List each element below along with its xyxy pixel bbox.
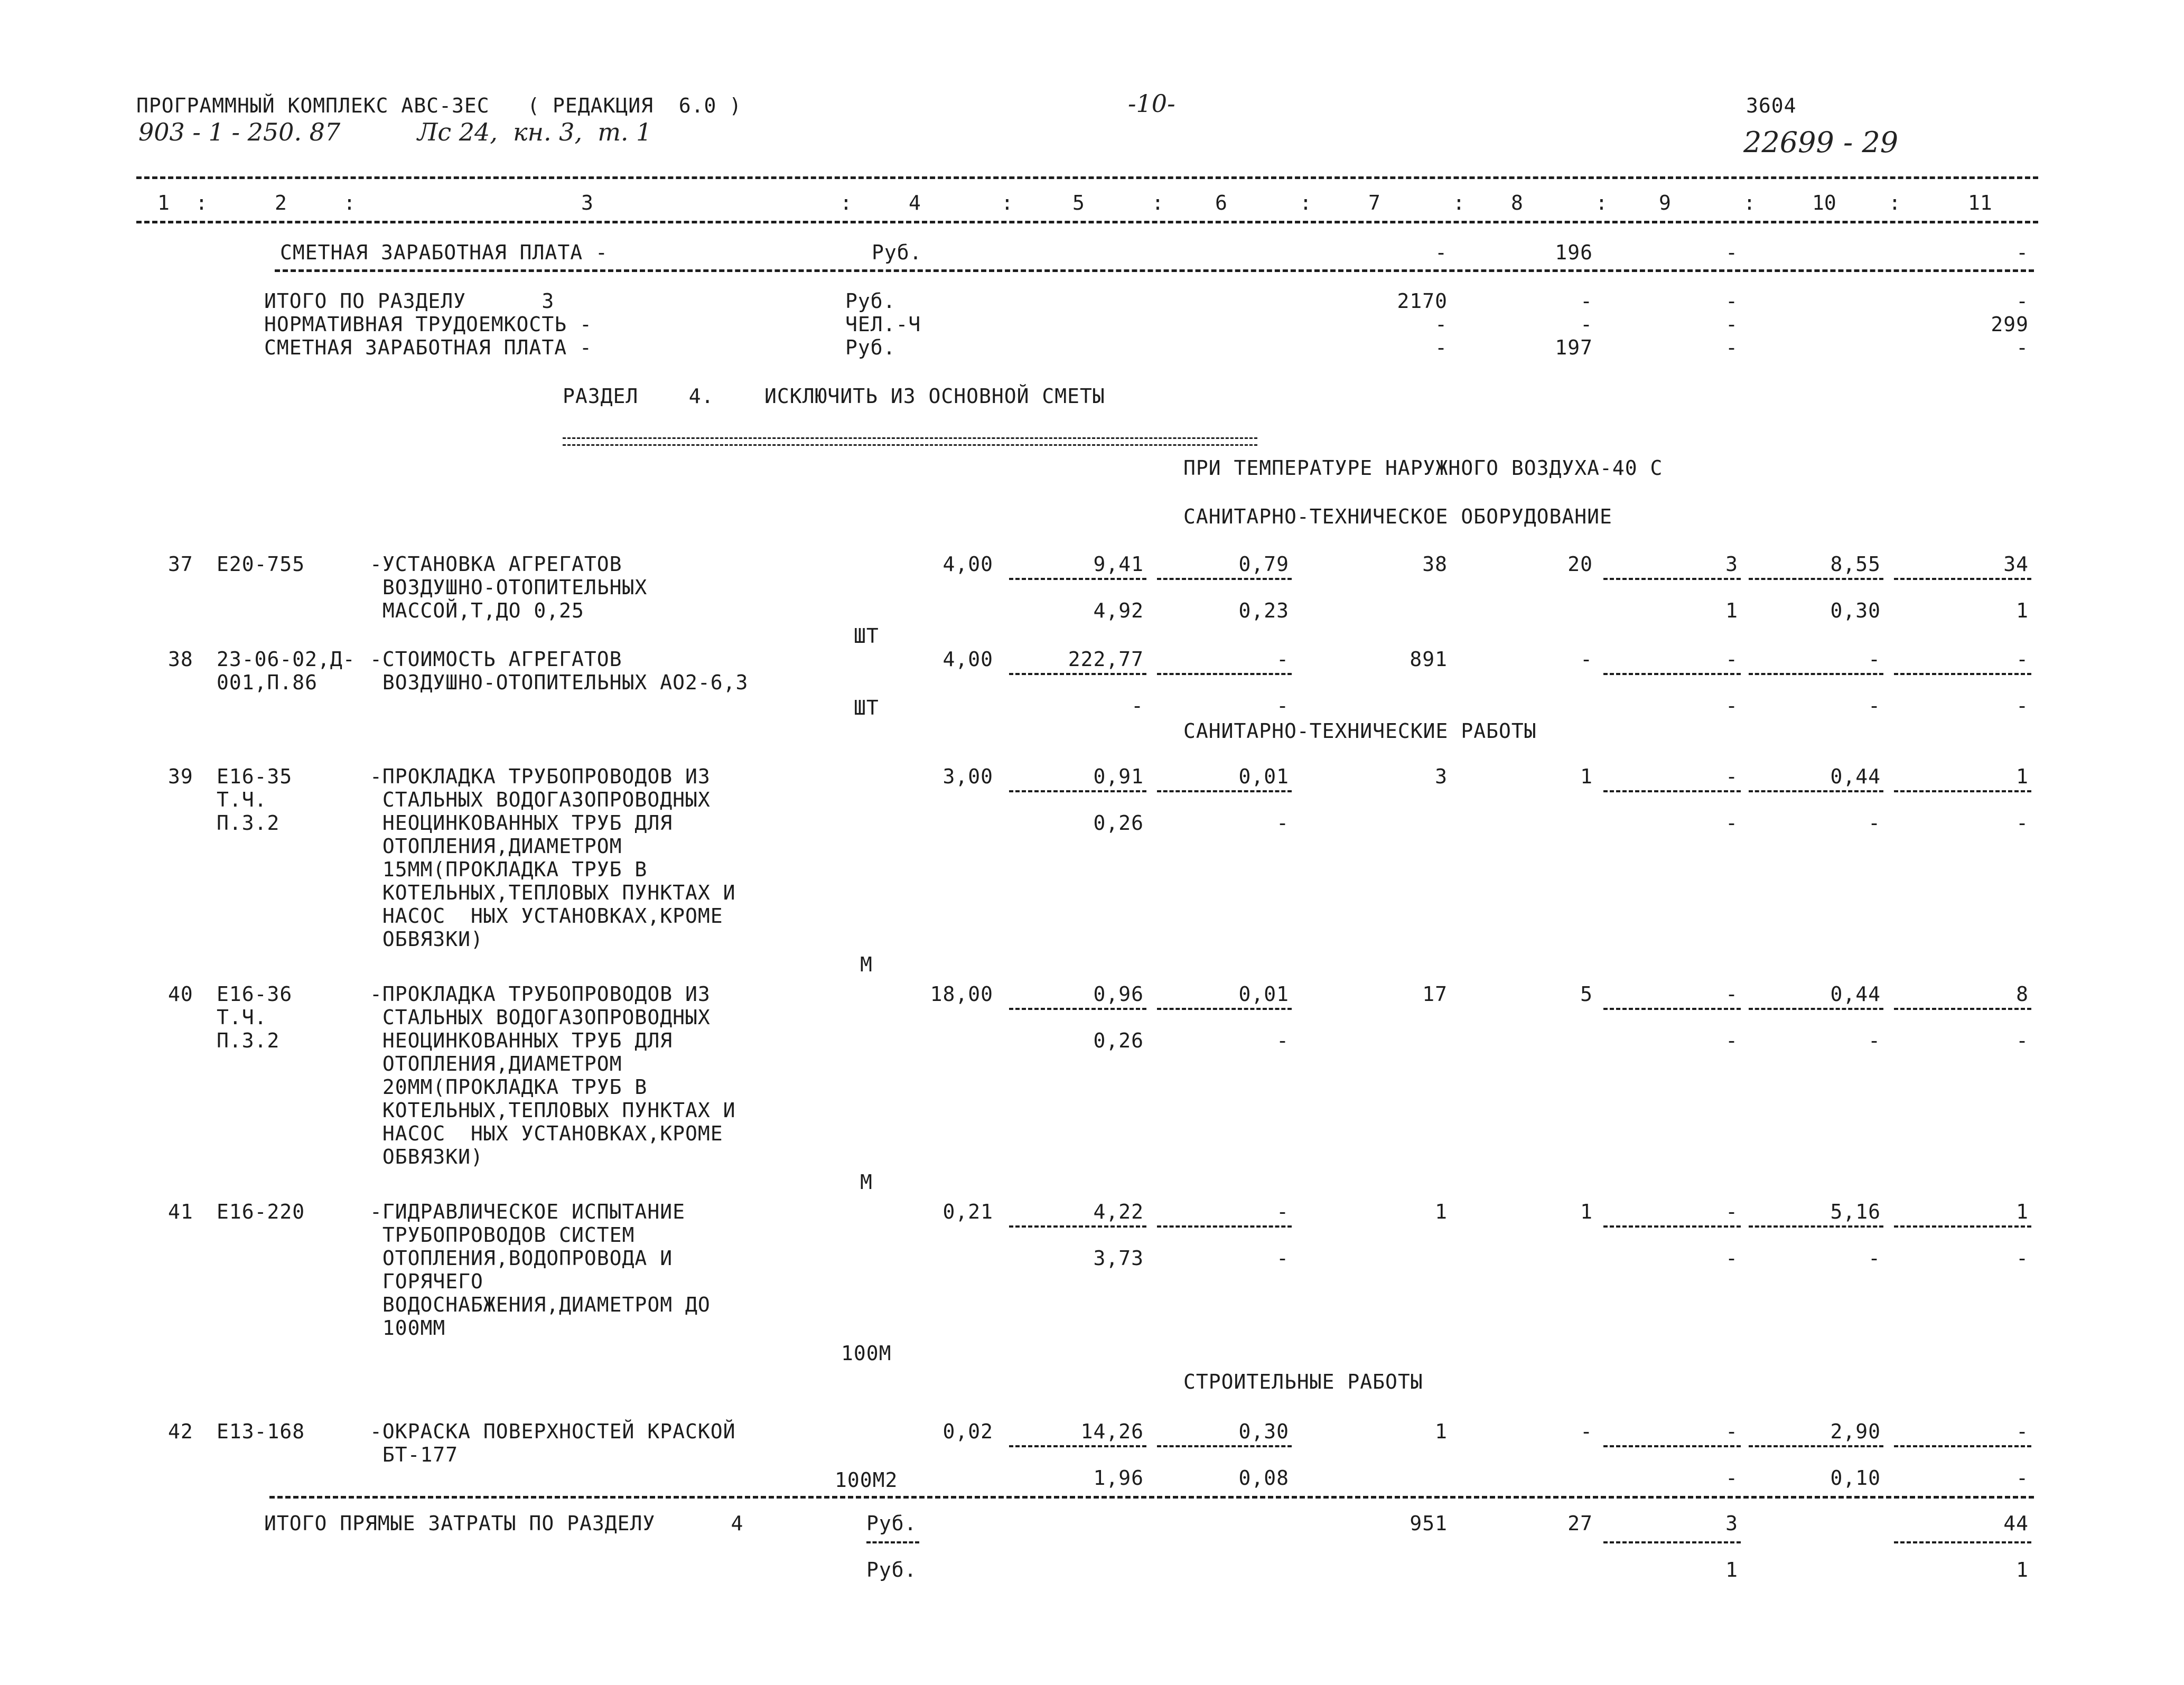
value-underline (1157, 1008, 1292, 1010)
item-machine-cost: 3 (1725, 553, 1738, 576)
item-total-wage: 5 (1580, 982, 1593, 1006)
item-unit-price-wage: 0,26 (1093, 1029, 1144, 1052)
section3-total-c8: - (1580, 289, 1593, 313)
item-code: Т.Ч. (217, 1006, 267, 1029)
item-unit: М (860, 1171, 873, 1194)
column-separator: : (195, 191, 208, 214)
header-rule-top (136, 176, 2038, 179)
item-wage-unit: - (1276, 1200, 1289, 1223)
header-rule-bottom (136, 221, 2038, 223)
value-underline (1009, 1225, 1146, 1228)
item-labor-unit: - (1868, 648, 1881, 671)
item-code: П.3.2 (217, 811, 280, 835)
item-description: -ПРОКЛАДКА ТРУБОПРОВОДОВ ИЗ (370, 765, 711, 788)
item-number: 40 (168, 982, 193, 1006)
item-labor-unit-sub: - (1868, 811, 1881, 835)
item-labor-unit: 2,90 (1830, 1420, 1881, 1443)
item-labor-total: 8 (2016, 982, 2029, 1006)
item-labor-unit: 0,44 (1830, 982, 1881, 1006)
item-unit-price: 14,26 (1080, 1420, 1144, 1443)
column-header-3: 3 (581, 191, 593, 214)
column-header-4: 4 (909, 191, 921, 214)
item-description: НЕОЦИНКОВАННЫХ ТРУБ ДЛЯ (370, 1029, 673, 1052)
section-title-underline (563, 437, 1257, 446)
column-header-1: 1 (157, 191, 170, 214)
item-description: ОБВЯЗКИ) (370, 1145, 483, 1168)
section3-total-label: НОРМАТИВНАЯ ТРУДОЕМКОСТЬ - (264, 313, 592, 336)
item-description: ВОЗДУШНО-ОТОПИТЕЛЬНЫХ АО2-6,3 (370, 671, 749, 694)
item-description: СТАЛЬНЫХ ВОДОГАЗОПРОВОДНЫХ (370, 788, 711, 811)
doc-code: 22699 - 29 (1743, 126, 1899, 159)
item-description: -ПРОКЛАДКА ТРУБОПРОВОДОВ ИЗ (370, 982, 711, 1006)
item-description: ОТОПЛЕНИЯ,ДИАМЕТРОМ (370, 1052, 622, 1075)
item-description: СТАЛЬНЫХ ВОДОГАЗОПРОВОДНЫХ (370, 1006, 711, 1029)
section3-total-c8: - (1580, 313, 1593, 336)
item-labor-unit-sub: - (1868, 1247, 1881, 1270)
item-unit: ШТ (854, 624, 879, 648)
item-wage-unit: - (1276, 648, 1289, 671)
value-underline (1603, 790, 1741, 792)
item-unit-price-wage: 1,96 (1093, 1466, 1144, 1490)
final-total-unit-2: Руб. (866, 1558, 917, 1581)
item-quantity: 4,00 (942, 648, 993, 671)
item-number: 39 (168, 765, 193, 788)
value-underline (1603, 1225, 1741, 1228)
item-code: Е16-220 (217, 1200, 305, 1223)
page-number: -10- (1128, 89, 1175, 118)
item-description: -ГИДРАВЛИЧЕСКОЕ ИСПЫТАНИЕ (370, 1200, 685, 1223)
item-machine-cost: - (1725, 1420, 1738, 1443)
item-labor-unit: 0,44 (1830, 765, 1881, 788)
item-number: 37 (168, 553, 193, 576)
program-title: ПРОГРАММНЫЙ КОМПЛЕКС АВС-3ЕС ( РЕДАКЦИЯ 6.0 ) (136, 94, 742, 117)
value-underline (1603, 673, 1741, 675)
item-code: Е16-36 (217, 982, 293, 1006)
column-header-8: 8 (1511, 191, 1523, 214)
item-description: НАСОС НЫХ УСТАНОВКАХ,КРОМЕ (370, 1122, 723, 1145)
subsection-title: СТРОИТЕЛЬНЫЕ РАБОТЫ (1183, 1370, 1423, 1393)
value-underline (1749, 1225, 1883, 1228)
item-total-wage: - (1580, 1420, 1593, 1443)
subsection-title: САНИТАРНО-ТЕХНИЧЕСКИЕ РАБОТЫ (1183, 719, 1537, 743)
item-unit: 100М2 (835, 1468, 898, 1492)
item-code: Е13-168 (217, 1420, 305, 1443)
item-wage-unit-sub: - (1276, 694, 1289, 717)
section3-total-label: СМЕТНАЯ ЗАРАБОТНАЯ ПЛАТА - (264, 336, 592, 359)
final-total-c9: 3 (1725, 1512, 1738, 1535)
item-code: П.3.2 (217, 1029, 280, 1052)
item-code: 23-06-02,Д- (217, 648, 356, 671)
item-total-cost: 891 (1410, 648, 1448, 671)
item-unit-price-wage: - (1131, 694, 1144, 717)
value-underline (1749, 673, 1883, 675)
item-wage-unit: 0,01 (1238, 765, 1289, 788)
section3-total-c7: 2170 (1397, 289, 1448, 313)
item-description: ВОДОСНАБЖЕНИЯ,ДИАМЕТРОМ ДО (370, 1293, 711, 1316)
item-wage-unit-sub: - (1276, 1247, 1289, 1270)
item-labor-total-sub: - (2016, 1466, 2029, 1490)
item-machine-wage: - (1725, 694, 1738, 717)
value-underline (1157, 578, 1292, 580)
total-c8: 196 (1555, 241, 1593, 264)
value-underline (1894, 1225, 2031, 1228)
item-total-wage: - (1580, 648, 1593, 671)
column-header-5: 5 (1072, 191, 1085, 214)
section3-total-c11: 299 (1991, 313, 2029, 336)
item-total-cost: 1 (1435, 1420, 1448, 1443)
item-description: ОБВЯЗКИ) (370, 928, 483, 951)
column-separator: : (343, 191, 356, 214)
item-wage-unit: 0,01 (1238, 982, 1289, 1006)
item-total-wage: 20 (1567, 553, 1593, 576)
item-machine-cost: - (1725, 982, 1738, 1006)
item-machine-cost: - (1725, 765, 1738, 788)
final-total-c8: 27 (1567, 1512, 1593, 1535)
value-underline (1603, 578, 1741, 580)
item-labor-total-sub: 1 (2016, 599, 2029, 622)
final-unit-underline (866, 1541, 919, 1543)
column-separator: : (1001, 191, 1013, 214)
item-unit-price: 4,22 (1093, 1200, 1144, 1223)
item-description: ОТОПЛЕНИЯ,ДИАМЕТРОМ (370, 835, 622, 858)
totals-separator (275, 269, 2034, 272)
doc-code-top: 3604 (1746, 94, 1797, 117)
section3-total-c11: - (2016, 289, 2029, 313)
item-machine-wage: - (1725, 1466, 1738, 1490)
item-code: Т.Ч. (217, 788, 267, 811)
section3-total-c11: - (2016, 336, 2029, 359)
section3-total-c9: - (1725, 313, 1738, 336)
item-labor-unit: 5,16 (1830, 1200, 1881, 1223)
value-underline (1009, 1445, 1146, 1447)
item-wage-unit-sub: - (1276, 1029, 1289, 1052)
item-unit-price-wage: 0,26 (1093, 811, 1144, 835)
item-unit-price: 0,91 (1093, 765, 1144, 788)
column-header-11: 11 (1968, 191, 1992, 214)
section3-total-unit: Руб. (845, 289, 896, 313)
item-labor-total-sub: - (2016, 1029, 2029, 1052)
final-total-c11-sub: 1 (2016, 1558, 2029, 1581)
final-underline (1894, 1541, 2031, 1543)
item-description: КОТЕЛЬНЫХ,ТЕПЛОВЫХ ПУНКТАХ И (370, 881, 736, 904)
item-quantity: 4,00 (942, 553, 993, 576)
column-separator: : (1453, 191, 1465, 214)
section3-total-c7: - (1435, 313, 1448, 336)
final-total-c7: 951 (1410, 1512, 1448, 1535)
item-description: 20ММ(ПРОКЛАДКА ТРУБ В (370, 1075, 648, 1099)
item-description: КОТЕЛЬНЫХ,ТЕПЛОВЫХ ПУНКТАХ И (370, 1099, 736, 1122)
item-number: 38 (168, 648, 193, 671)
item-total-cost: 17 (1422, 982, 1448, 1006)
final-separator (269, 1496, 2034, 1499)
column-header-9: 9 (1659, 191, 1671, 214)
value-underline (1009, 1008, 1146, 1010)
column-header-2: 2 (275, 191, 287, 214)
item-labor-total: 1 (2016, 1200, 2029, 1223)
item-total-wage: 1 (1580, 765, 1593, 788)
column-separator: : (1889, 191, 1901, 214)
value-underline (1894, 1008, 2031, 1010)
item-labor-total-sub: - (2016, 811, 2029, 835)
project-sheet: Лс 24, кн. 3, т. 1 (417, 118, 652, 146)
item-unit-price-wage: 3,73 (1093, 1247, 1144, 1270)
total-c9: - (1725, 241, 1738, 264)
section3-total-c7: - (1435, 336, 1448, 359)
item-description: -ОКРАСКА ПОВЕРХНОСТЕЙ КРАСКОЙ (370, 1420, 736, 1443)
value-underline (1157, 673, 1292, 675)
total-unit: Руб. (872, 241, 922, 264)
item-labor-total: 34 (2003, 553, 2029, 576)
column-header-6: 6 (1215, 191, 1227, 214)
column-separator: : (1300, 191, 1312, 214)
item-wage-unit-sub: - (1276, 811, 1289, 835)
column-separator: : (840, 191, 852, 214)
item-description: БТ-177 (370, 1443, 459, 1466)
item-machine-cost: - (1725, 1200, 1738, 1223)
item-unit: ШТ (854, 696, 879, 719)
value-underline (1894, 673, 2031, 675)
value-underline (1894, 578, 2031, 580)
value-underline (1749, 790, 1883, 792)
item-wage-unit-sub: 0,08 (1238, 1466, 1289, 1490)
item-labor-unit-sub: - (1868, 1029, 1881, 1052)
value-underline (1749, 578, 1883, 580)
value-underline (1894, 1445, 2031, 1447)
item-description: 100ММ (370, 1316, 446, 1340)
item-labor-unit-sub: - (1868, 694, 1881, 717)
item-quantity: 0,02 (942, 1420, 993, 1443)
item-unit: М (860, 953, 873, 976)
subsection-title: САНИТАРНО-ТЕХНИЧЕСКОЕ ОБОРУДОВАНИЕ (1183, 505, 1612, 528)
total-c11: - (2016, 241, 2029, 264)
item-wage-unit-sub: 0,23 (1238, 599, 1289, 622)
value-underline (1009, 790, 1146, 792)
item-labor-total: - (2016, 648, 2029, 671)
item-wage-unit: 0,30 (1238, 1420, 1289, 1443)
item-machine-wage: - (1725, 1029, 1738, 1052)
section-condition: ПРИ ТЕМПЕРАТУРЕ НАРУЖНОГО ВОЗДУХА-40 С (1183, 456, 1663, 480)
item-quantity: 0,21 (942, 1200, 993, 1223)
item-code: Е16-35 (217, 765, 293, 788)
item-description: НАСОС НЫХ УСТАНОВКАХ,КРОМЕ (370, 904, 723, 928)
section3-total-unit: ЧЕЛ.-Ч (845, 313, 921, 336)
section3-total-c9: - (1725, 336, 1738, 359)
item-machine-wage: - (1725, 1247, 1738, 1270)
value-underline (1157, 1225, 1292, 1228)
value-underline (1009, 673, 1146, 675)
item-wage-unit: 0,79 (1238, 553, 1289, 576)
section3-total-unit: Руб. (845, 336, 896, 359)
item-description: ОТОПЛЕНИЯ,ВОДОПРОВОДА И (370, 1247, 673, 1270)
item-total-cost: 3 (1435, 765, 1448, 788)
final-underline (1603, 1541, 1741, 1543)
final-total-c9-sub: 1 (1725, 1558, 1738, 1581)
item-description: -УСТАНОВКА АГРЕГАТОВ (370, 553, 622, 576)
column-header-10: 10 (1812, 191, 1836, 214)
item-labor-unit-sub: 0,10 (1830, 1466, 1881, 1490)
final-total-label: ИТОГО ПРЯМЫЕ ЗАТРАТЫ ПО РАЗДЕЛУ 4 (264, 1512, 744, 1535)
item-number: 42 (168, 1420, 193, 1443)
value-underline (1603, 1445, 1741, 1447)
final-total-unit: Руб. (866, 1512, 917, 1535)
item-labor-total: 1 (2016, 765, 2029, 788)
item-labor-total-sub: - (2016, 1247, 2029, 1270)
item-total-cost: 38 (1422, 553, 1448, 576)
column-header-7: 7 (1368, 191, 1380, 214)
item-labor-total: - (2016, 1420, 2029, 1443)
item-labor-unit-sub: 0,30 (1830, 599, 1881, 622)
column-separator: : (1595, 191, 1608, 214)
value-underline (1749, 1008, 1883, 1010)
section3-total-c9: - (1725, 289, 1738, 313)
item-unit-price: 0,96 (1093, 982, 1144, 1006)
item-description: ВОЗДУШНО-ОТОПИТЕЛЬНЫХ (370, 576, 648, 599)
item-labor-unit: 8,55 (1830, 553, 1881, 576)
item-unit: 100М (841, 1342, 892, 1365)
item-unit-price-wage: 4,92 (1093, 599, 1144, 622)
item-quantity: 18,00 (930, 982, 993, 1006)
item-machine-cost: - (1725, 648, 1738, 671)
total-label: СМЕТНАЯ ЗАРАБОТНАЯ ПЛАТА - (280, 241, 608, 264)
item-unit-price: 9,41 (1093, 553, 1144, 576)
item-code: 001,П.86 (217, 671, 318, 694)
item-description: -СТОИМОСТЬ АГРЕГАТОВ (370, 648, 622, 671)
item-unit-price: 222,77 (1068, 648, 1144, 671)
item-machine-wage: - (1725, 811, 1738, 835)
value-underline (1157, 1445, 1292, 1447)
item-quantity: 3,00 (942, 765, 993, 788)
item-description: ТРУБОПРОВОДОВ СИСТЕМ (370, 1223, 635, 1247)
value-underline (1749, 1445, 1883, 1447)
item-number: 41 (168, 1200, 193, 1223)
item-machine-wage: 1 (1725, 599, 1738, 622)
item-description: НЕОЦИНКОВАННЫХ ТРУБ ДЛЯ (370, 811, 673, 835)
item-description: МАССОЙ,Т,ДО 0,25 (370, 599, 584, 622)
final-total-c11: 44 (2003, 1512, 2029, 1535)
item-total-wage: 1 (1580, 1200, 1593, 1223)
item-total-cost: 1 (1435, 1200, 1448, 1223)
section-title: РАЗДЕЛ 4. ИСКЛЮЧИТЬ ИЗ ОСНОВНОЙ СМЕТЫ (563, 385, 1105, 408)
item-description: ГОРЯЧЕГО (370, 1270, 483, 1293)
column-separator: : (1152, 191, 1164, 214)
item-labor-total-sub: - (2016, 694, 2029, 717)
item-description: 15ММ(ПРОКЛАДКА ТРУБ В (370, 858, 648, 881)
value-underline (1603, 1008, 1741, 1010)
value-underline (1894, 790, 2031, 792)
value-underline (1009, 578, 1146, 580)
section3-total-c8: 197 (1555, 336, 1593, 359)
total-c7: - (1435, 241, 1448, 264)
project-number: 903 - 1 - 250. 87 (138, 118, 341, 146)
value-underline (1157, 790, 1292, 792)
section3-total-label: ИТОГО ПО РАЗДЕЛУ 3 (264, 289, 555, 313)
column-separator: : (1743, 191, 1756, 214)
item-code: Е20-755 (217, 553, 305, 576)
